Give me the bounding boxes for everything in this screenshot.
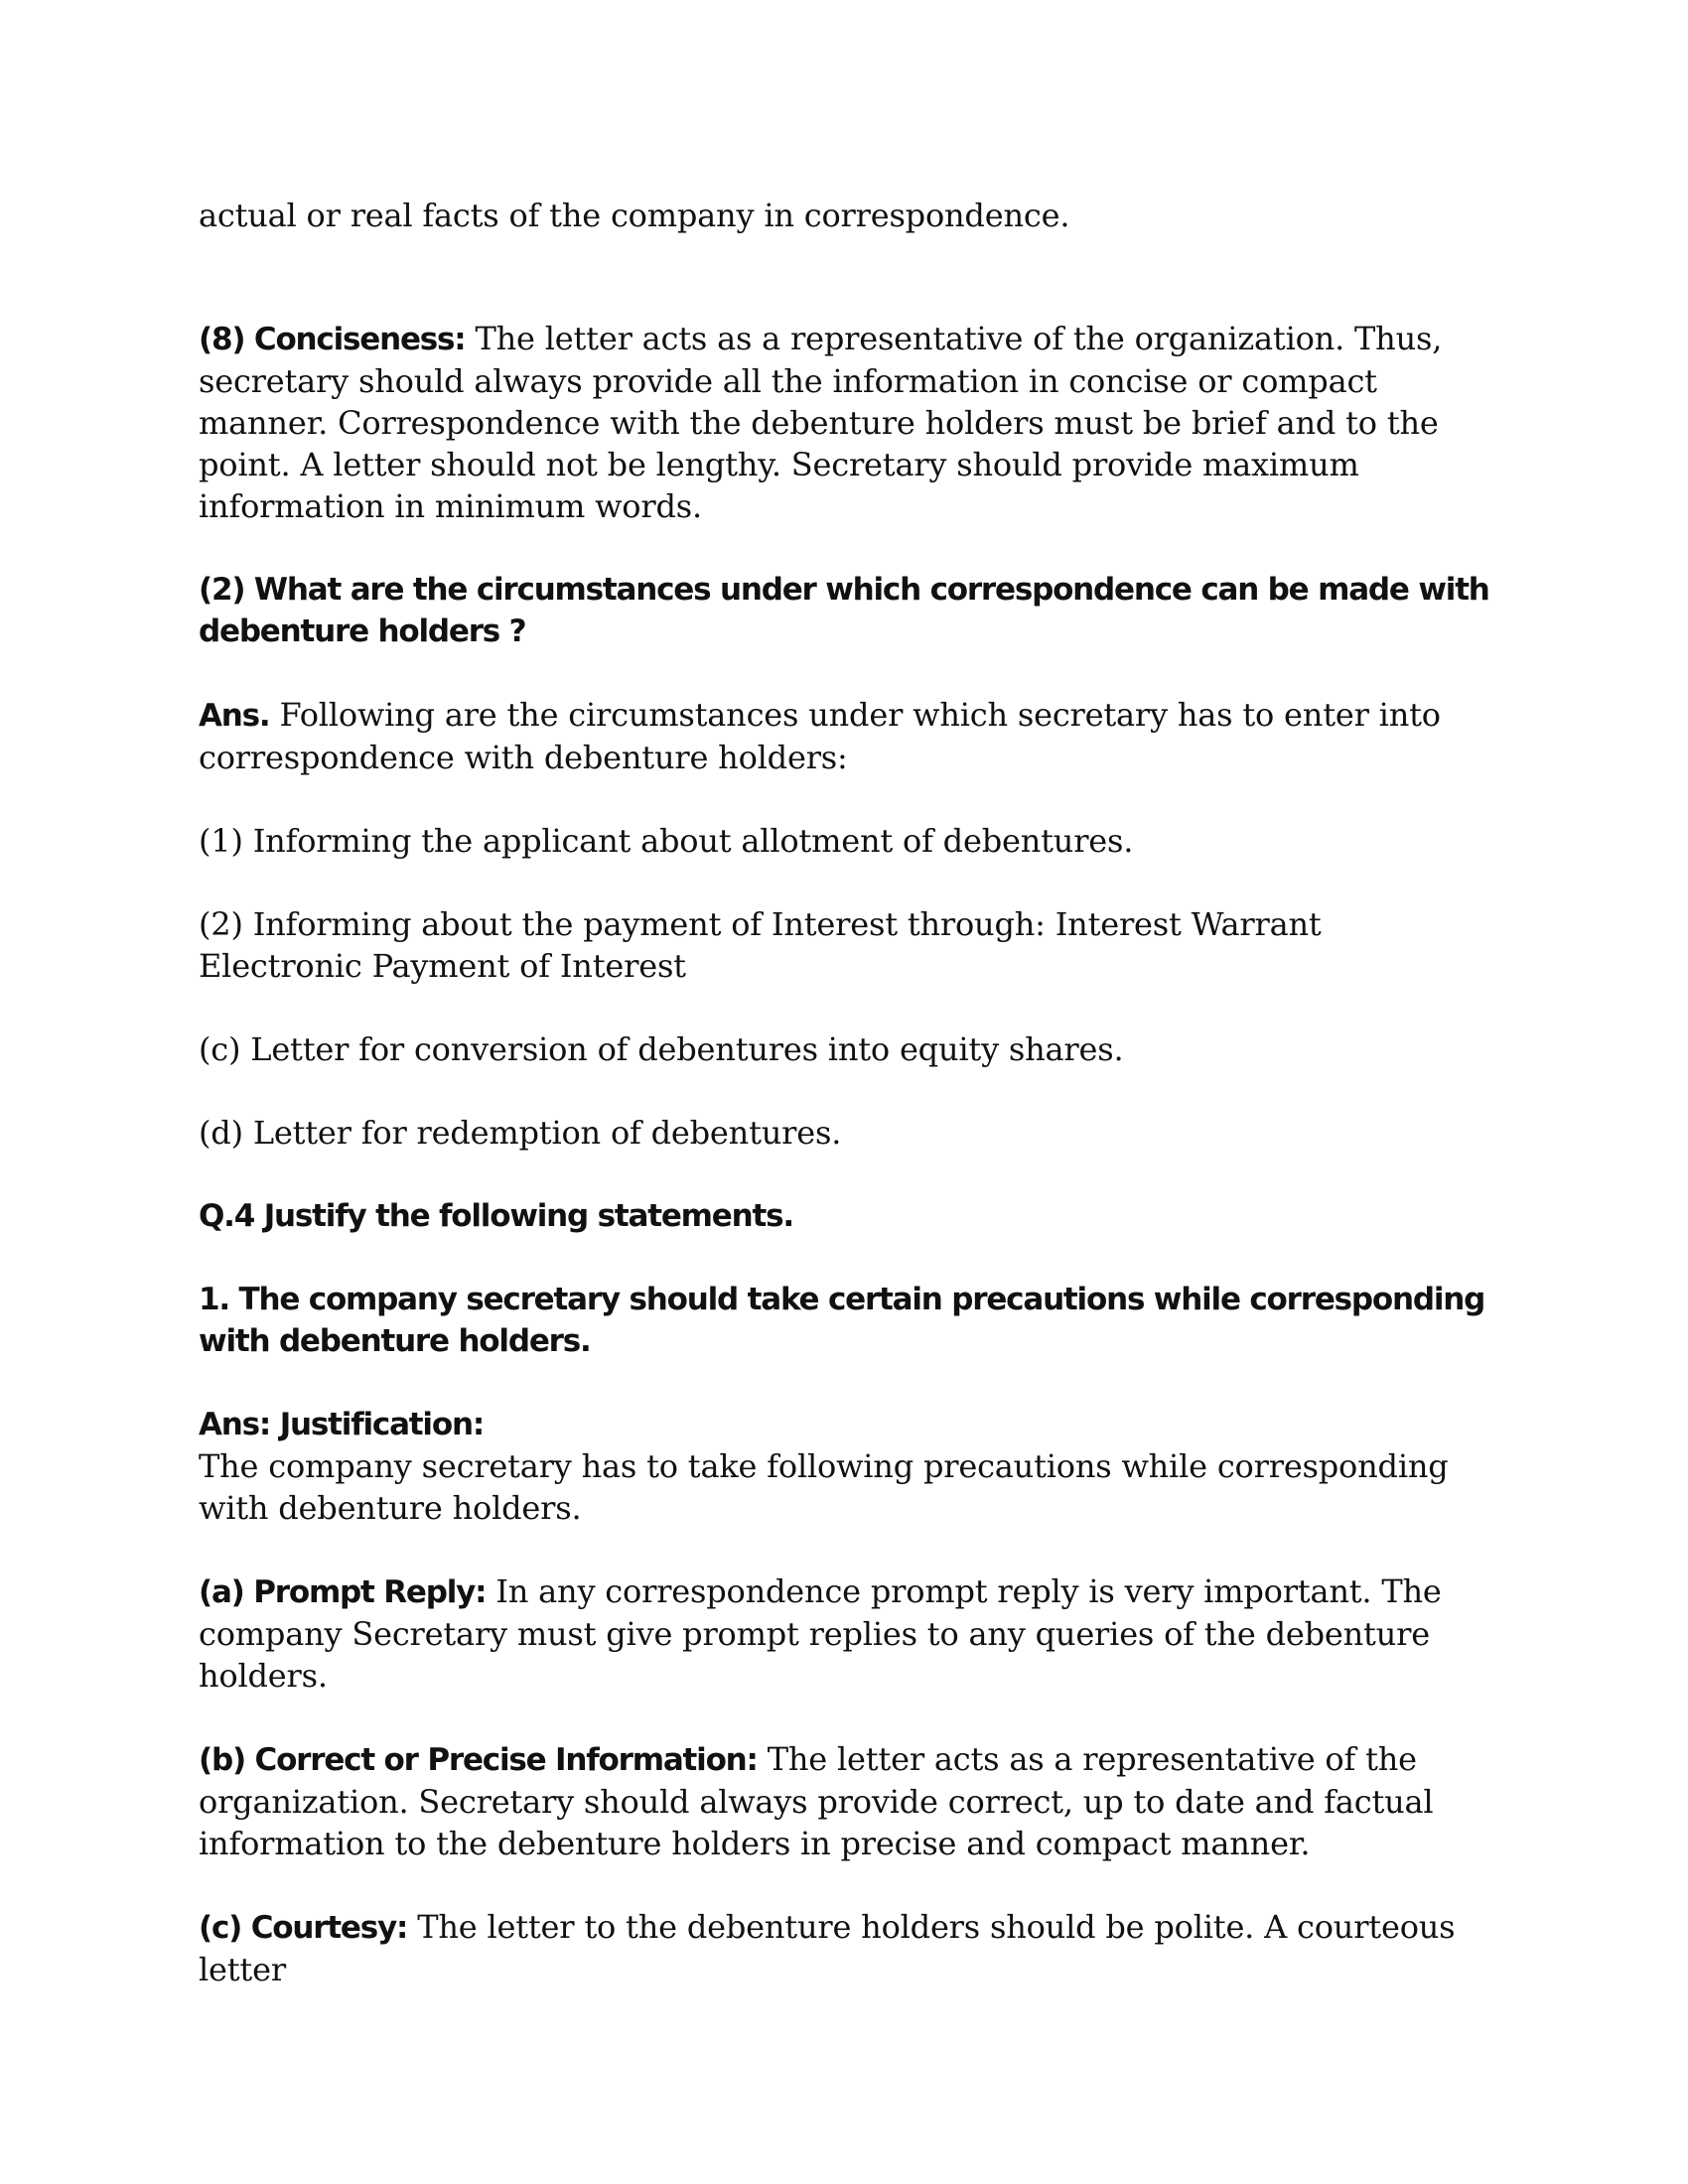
page-content bbox=[199, 195, 1499, 1990]
q4-ans-label: Ans: Justification: bbox=[199, 1407, 485, 1442]
precaution-courtesy bbox=[199, 1906, 1499, 1990]
q4-ans-text: The company secretary has to take following precautions while corresponding with debenture holders. bbox=[199, 1447, 1449, 1527]
conciseness-label: (8) Conciseness: bbox=[199, 322, 466, 357]
precaution-correct-information-label: (b) Correct or Precise Information: bbox=[199, 1742, 758, 1778]
question-2-answer bbox=[199, 694, 1499, 778]
circumstance-item-2-line-1: (2) Informing about the payment of Interest through: Interest Warrant bbox=[199, 905, 1322, 943]
precaution-courtesy-text: The letter to the debenture holders should be polite. A courteous letter bbox=[199, 1908, 1456, 1988]
conciseness-paragraph bbox=[199, 318, 1499, 527]
q4-statement-1: 1. The company secretary should take certain precautions while corresponding with debenture holders. bbox=[199, 1282, 1485, 1359]
circumstance-item-d: (d) Letter for redemption of debentures. bbox=[199, 1114, 842, 1152]
precaution-prompt-reply-text: In any correspondence prompt reply is very important. The company Secretary must give prompt replies to any queries of the debenture holders. bbox=[199, 1572, 1442, 1695]
question-2-ans-label: Ans. bbox=[199, 698, 270, 734]
precaution-prompt-reply-label: (a) Prompt Reply: bbox=[199, 1574, 487, 1610]
question-2-heading: (2) What are the circumstances under which correspondence can be made with debenture holders ? bbox=[199, 572, 1489, 649]
spacer bbox=[199, 278, 1499, 318]
precaution-correct-information-text: The letter acts as a representative of the organization. Secretary should always provide correct, up to date and factual information to the debenture holders in precise and compact manner. bbox=[199, 1740, 1434, 1862]
intro-line: actual or real facts of the company in correspondence. bbox=[199, 197, 1070, 234]
conciseness-text: The letter acts as a representative of the organization. Thus, secretary should always provide all the information in concise or compact manner. Correspondence with the debenture holders must be brief and to the point. A letter should not be lengthy. Secretary should provide maximum information in minimum words. bbox=[199, 320, 1443, 525]
circumstance-item-2 bbox=[199, 903, 1499, 987]
q4-heading: Q.4 Justify the following statements. bbox=[199, 1198, 793, 1234]
circumstance-item-c: (c) Letter for conversion of debentures into equity shares. bbox=[199, 1030, 1124, 1068]
circumstance-item-2-line-2: Electronic Payment of Interest bbox=[199, 947, 686, 985]
precaution-correct-information bbox=[199, 1738, 1499, 1864]
precaution-prompt-reply bbox=[199, 1570, 1499, 1697]
precaution-courtesy-label: (c) Courtesy: bbox=[199, 1910, 408, 1946]
question-2-ans-text: Following are the circumstances under which secretary has to enter into correspondence with debenture holders: bbox=[199, 696, 1441, 776]
circumstance-item-1: (1) Informing the applicant about allotment of debentures. bbox=[199, 822, 1134, 860]
